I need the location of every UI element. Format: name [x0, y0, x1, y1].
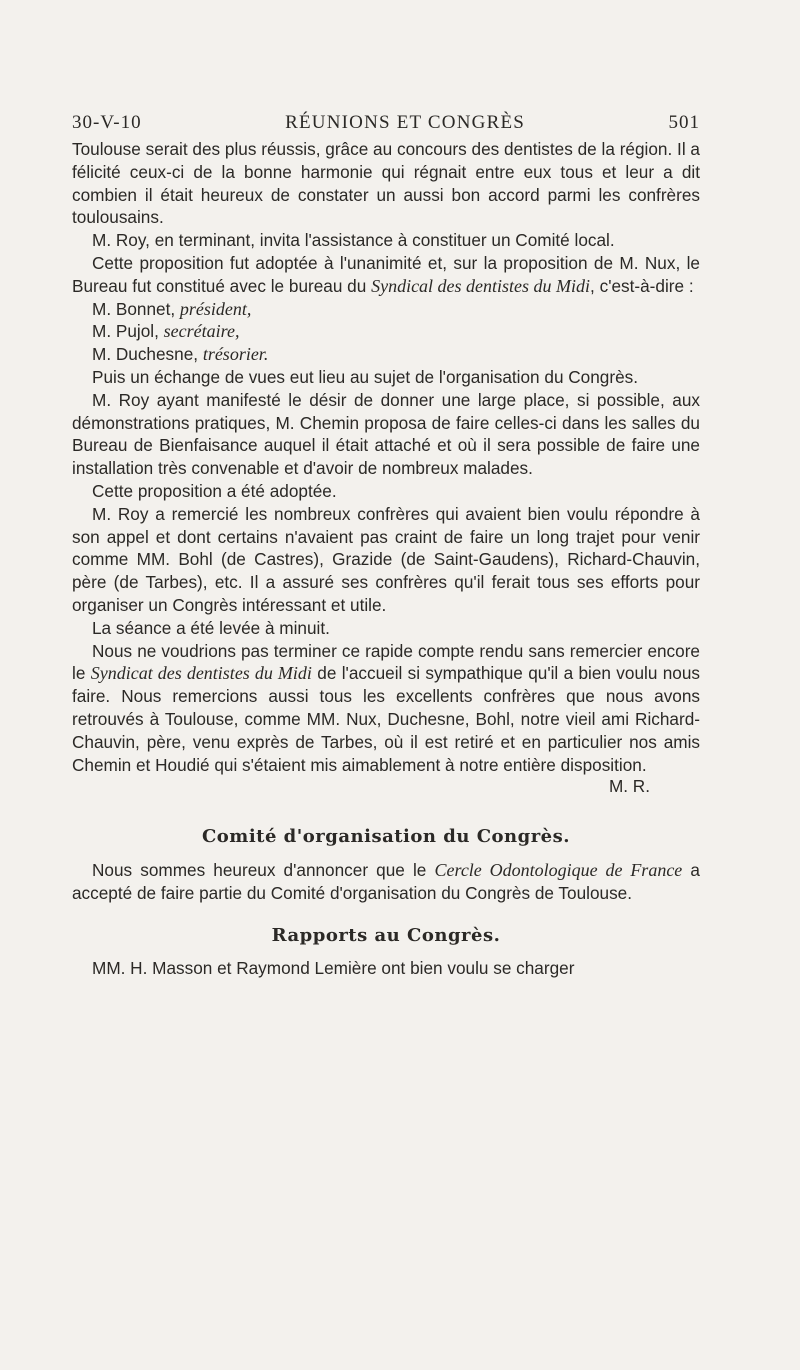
paragraph: Toulouse serait des plus réussis, grâce au concours des dentistes de la région. Il a félicité ceux-ci de la bonne harmonie qui régnait entre eux tous et leur a dit combien il était heureux de constater un aussi bon accord parmi les confrères toulousains.	[72, 139, 700, 228]
section-heading: Comité d'organisation du Congrès.	[201, 826, 571, 848]
paragraph-text: a accepté de faire partie du Comité d'organisation du Congrès de Toulouse.	[72, 859, 700, 903]
paragraph: La séance a été levée à minuit.	[92, 617, 330, 638]
italic-text: Syndical des dentistes du Midi	[371, 275, 591, 296]
paragraph: M. Roy, en terminant, invita l'assistance à constituer un Comité local.	[92, 230, 615, 251]
paragraph	[72, 640, 700, 777]
paragraph: M. Roy a remercié les nombreux confrères qui avaient bien voulu répondre à son appel et dont certains n'avaient pas craint de faire un long trajet pour venir comme MM. Bohl (de Castres), Grazide (de Saint-Gaudens), Richard-Chauvin, père (de Tarbes), etc. Il a assuré ses confrères qu'il ferait tous ses efforts pour organiser un Congrès intéressant et utile.	[72, 503, 700, 615]
list-role: secrétaire,	[163, 321, 240, 342]
page	[72, 112, 700, 980]
paragraph-text: Nous ne voudrions pas terminer ce rapide compte rendu sans remercier encore le	[72, 640, 700, 684]
italic-text: Syndicat des dentistes du Midi	[90, 663, 312, 684]
paragraph-text: , c'est-à-dire :	[590, 275, 694, 296]
paragraph	[72, 859, 700, 905]
section-heading: Rapports au Congrès.	[271, 924, 501, 946]
list-item	[72, 320, 700, 343]
paragraph: Puis un échange de vues eut lieu au sujet de l'organisation du Congrès.	[92, 366, 639, 387]
list-role: trésorier.	[202, 344, 269, 365]
paragraph: Cette proposition a été adoptée.	[92, 480, 337, 501]
running-head	[72, 112, 700, 134]
paragraph-text: de l'accueil si sympathique qu'il a bien voulu nous faire. Nous remercions aussi tous les excellents confrères que nous avons retrouvés à Toulouse, comme MM. Nux, Duchesne, Bohl, notre vieil ami Richard-Chauvin, père, venu exprès de Tarbes, où il est retiré et en particulier nos amis Chemin et Houdié qui s'étaient mis aimablement à notre entière disposition.	[72, 663, 700, 775]
paragraph: MM. H. Masson et Raymond Lemière ont bien voulu se charger	[92, 958, 575, 979]
header-date: 30-V-10	[72, 112, 142, 133]
list-role: président,	[179, 298, 252, 319]
signature: M. R.	[608, 776, 650, 797]
paragraph-text: Cette proposition fut adoptée à l'unanimité et, sur la proposition de M. Nux, le Bureau fut constitué avec le bureau du	[72, 252, 700, 296]
list-name: M. Bonnet,	[92, 298, 180, 319]
header-title: RÉUNIONS ET CONGRÈS	[285, 112, 526, 133]
page-number: 501	[668, 112, 700, 133]
paragraph	[72, 252, 700, 298]
list-name: M. Duchesne,	[92, 344, 203, 365]
list-item	[72, 343, 700, 366]
paragraph-text: Nous sommes heureux d'annoncer que le	[92, 859, 435, 880]
list-name: M. Pujol,	[92, 321, 164, 342]
list-item	[72, 298, 700, 321]
paragraph: M. Roy ayant manifesté le désir de donner une large place, si possible, aux démonstrations pratiques, M. Chemin proposa de faire celles-ci dans les salles du Bureau de Bienfaisance auquel il était attaché et où il sera possible de faire une installation très convenable et d'avoir de nombreux malades.	[72, 389, 700, 479]
article-body	[72, 138, 700, 980]
italic-text: Cercle Odontologique de France	[434, 859, 683, 880]
